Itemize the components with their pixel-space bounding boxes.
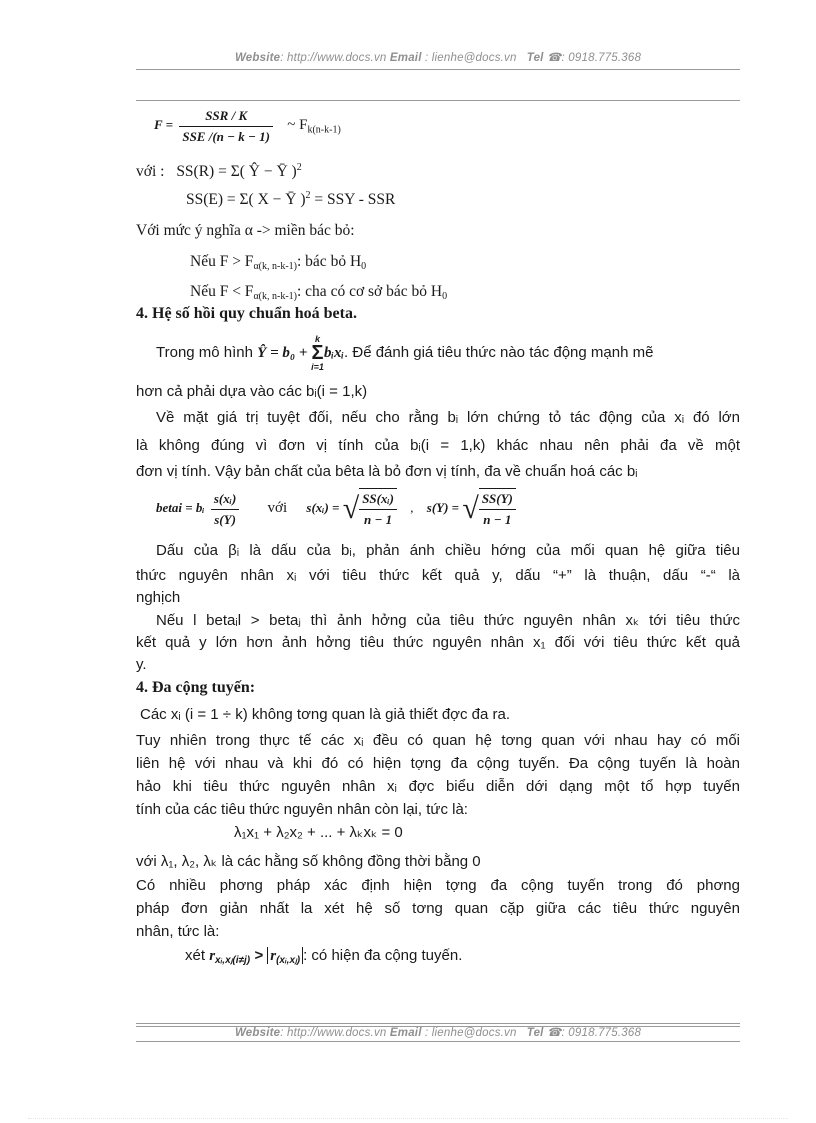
check-r1: r (209, 948, 216, 964)
f-lhs: F = (154, 117, 174, 133)
footer-email-label: Email (389, 1027, 422, 1039)
header-rule (136, 69, 740, 70)
sy-denominator: n − 1 (483, 512, 512, 527)
sx-lhs: s(xᵢ) = (306, 499, 340, 515)
model-b: . Để đánh giá tiêu thức nào tác động mạnh mẽ (344, 343, 654, 361)
header-email-label: Email (389, 52, 422, 64)
paragraph-4-line-1-text: Nếu l betaᵢl > betaⱼ thì ảnh hởng của tiêu thức nguyên nhân xₖ tới tiêu thức (156, 612, 740, 629)
rule-reject-a: Nếu F > F (190, 253, 254, 270)
content-top-rule (136, 100, 740, 101)
model-sum-body: bᵢxᵢ (323, 344, 345, 361)
f-statistic-formula (136, 106, 740, 146)
paragraph-6-line-2: liên hệ với nhau và khi đó có hiện tợng đa cộng tuyến. Đa cộng tuyến là hoàn (136, 755, 740, 772)
check-abs (267, 947, 303, 964)
paragraph-3-line-3: nghịch (136, 589, 181, 606)
footer-bottom-rule (136, 1041, 740, 1042)
section-heading-beta: 4. Hệ số hồi quy chuẩn hoá beta. (136, 305, 357, 322)
paragraph-2-line-2: là không đúng vì đơn vị tính của bᵢ(i = 1,k) khác nhau nên phải đa về một (136, 437, 740, 454)
header-tel-label: Tel (526, 52, 544, 64)
sse-exponent: 2 (305, 190, 311, 201)
footer-website-label: Website (234, 1027, 281, 1039)
rule-reject-h: 0 (361, 261, 367, 272)
paragraph-1-line-2: hơn cả phải dựa vào các bᵢ(i = 1,k) (136, 383, 368, 400)
sy-sqrt: √ $\frac{SS(Y)}{n - 1}$ (462, 488, 516, 530)
with-label: với : (136, 163, 165, 180)
page-footer (136, 1025, 740, 1039)
rule-reject (190, 252, 740, 272)
beta-numerator: s(xᵢ) (211, 489, 239, 510)
rule-accept-sub: α(k, n-k-1) (253, 291, 297, 302)
header-email-value[interactable]: : lienhe@docs.vn (425, 52, 517, 64)
check-r1-sub: xᵢ,xⱼ(i≠j) (215, 955, 251, 966)
rule-accept-h: 0 (442, 291, 448, 302)
check-r2: r (270, 948, 277, 964)
beta-formula (136, 488, 740, 532)
paragraph-4-line-3: y. (136, 656, 147, 673)
with-label-line (136, 162, 740, 182)
beta-lhs: betai = bᵢ (156, 499, 205, 515)
ssr-formula: SS(R) = Σ( Ŷ − Ȳ ) (176, 163, 297, 180)
model-a: Trong mô hình (156, 343, 253, 361)
paragraph-4-line-1 (136, 611, 740, 631)
check-r2-sub: (xᵢ,xⱼ) (276, 955, 301, 966)
sx-numerator: SS(xᵢ) (359, 489, 397, 510)
rule-accept (190, 282, 740, 302)
paragraph-2-line-3: đơn vị tính. Vậy bản chất của bêta là bỏ đơn vị tính, đa về chuẩn hoá các bᵢ (136, 463, 638, 480)
footer-tel-label: Tel (526, 1027, 544, 1039)
rule-reject-b: : bác bỏ H (297, 253, 362, 270)
sse-formula: SS(E) = Σ( X − Ȳ ) (186, 191, 306, 208)
phone-icon: ☎ (546, 52, 562, 64)
sum-top: k (315, 334, 321, 344)
collinearity-check (185, 946, 740, 966)
f-fraction (179, 106, 273, 147)
paragraph-8-line-1: Có nhiều phơng pháp xác định hiện tợng đa cộng tuyến trong đó phơng (136, 877, 740, 894)
sy-lhs: s(Y) = (426, 499, 460, 515)
beta-denominator: s(Y) (214, 511, 236, 527)
beta-fraction (211, 489, 239, 530)
sy-numerator: SS(Y) (479, 489, 516, 510)
page-bottom-edge (28, 1118, 788, 1119)
rule-accept-b: : cha có cơ sở bác bỏ H (297, 283, 443, 300)
paragraph-2-line-1 (136, 408, 740, 428)
sum-sign: k Σ i=1 (311, 334, 324, 372)
ssr-exponent: 2 (296, 162, 302, 173)
section-heading-multicollinearity: 4. Đa cộng tuyến: (136, 679, 256, 696)
beta-comma: , (410, 499, 414, 515)
beta-with: với (267, 499, 288, 516)
model-line (136, 334, 740, 372)
paragraph-6-line-3: hảo khi tiêu thức nguyên nhân xᵢ đợc biểu diễn dới dạng một tổ hợp tuyến (136, 778, 740, 795)
paragraph-3-line-2: thức nguyên nhân xᵢ với tiêu thức kết quả y, dấu “+” là thuận, dấu “-“ là (136, 567, 740, 584)
sx-sqrt: √ $\frac{\text{SS(xᵢ)}}{n - 1}$ (343, 488, 397, 530)
paragraph-5-line-1: Các xᵢ (i = 1 ÷ k) không tơng quan là giả thiết đợc đa ra. (140, 706, 511, 723)
sum-bottom: i=1 (311, 362, 324, 372)
lambda-equation: λ₁x₁ + λ₂x₂ + ... + λₖxₖ = 0 (234, 824, 403, 841)
paragraph-7-line-1: với λ₁, λ₂, λₖ là các hằng số không đồng thời bằng 0 (136, 853, 481, 870)
footer-website-url[interactable]: : http://www.docs.vn (280, 1027, 387, 1039)
check-gt: > (250, 947, 268, 964)
model-formula: Ŷ = b₀ + (257, 344, 312, 361)
sse-line (186, 190, 740, 210)
rule-reject-sub: α(k, n-k-1) (253, 261, 297, 272)
paragraph-4-line-2: kết quả y lớn hơn ảnh hởng tiêu thức nguyên nhân x₁ đối với tiêu thức kết quả (136, 634, 740, 651)
f-distribution: ~ F (287, 117, 308, 134)
page-header (136, 50, 740, 64)
phone-icon: ☎ (546, 1027, 562, 1039)
f-numerator: SSR / K (179, 106, 273, 127)
f-denominator: SSE /(n − k − 1) (182, 129, 270, 144)
check-b: : có hiện đa cộng tuyến. (303, 947, 463, 964)
paragraph-2-line-1-text: Về mặt giá trị tuyệt đối, nếu cho rằng bᵢ lớn chứng tỏ tác động của xᵢ đó lớn (156, 409, 740, 426)
paragraph-3-line-1-text: Dấu của βᵢ là dấu của bᵢ, phản ánh chiều hớng của mối quan hệ giữa tiêu (156, 542, 740, 559)
paragraph-8-line-2: pháp đơn giản nhất la xét hệ số tơng quan cặp giữa các tiêu thức nguyên (136, 900, 740, 917)
header-website-label: Website (234, 52, 281, 64)
sx-denominator: n − 1 (364, 512, 393, 527)
header-website-url[interactable]: : http://www.docs.vn (280, 52, 387, 64)
f-distribution-sub: k(n-k-1) (307, 124, 341, 136)
paragraph-6-line-1: Tuy nhiên trong thực tế các xᵢ đều có quan hệ tơng quan với nhau hay có mối (136, 732, 740, 749)
paragraph-3-line-1 (136, 541, 740, 561)
sse-tail: = SSY - SSR (310, 191, 396, 208)
rule-accept-a: Nếu F < F (190, 283, 254, 300)
footer-tel-value: : 0918.775.368 (561, 1027, 642, 1039)
significance-line: Với mức ý nghĩa α -> miền bác bỏ: (136, 222, 355, 239)
paragraph-6-line-4: tính của các tiêu thức nguyên nhân còn lại, tức là: (136, 801, 468, 818)
header-tel-value: : 0918.775.368 (561, 52, 642, 64)
footer-email-value[interactable]: : lienhe@docs.vn (425, 1027, 517, 1039)
paragraph-8-line-3: nhân, tức là: (136, 923, 220, 940)
check-a: xét (185, 947, 206, 964)
